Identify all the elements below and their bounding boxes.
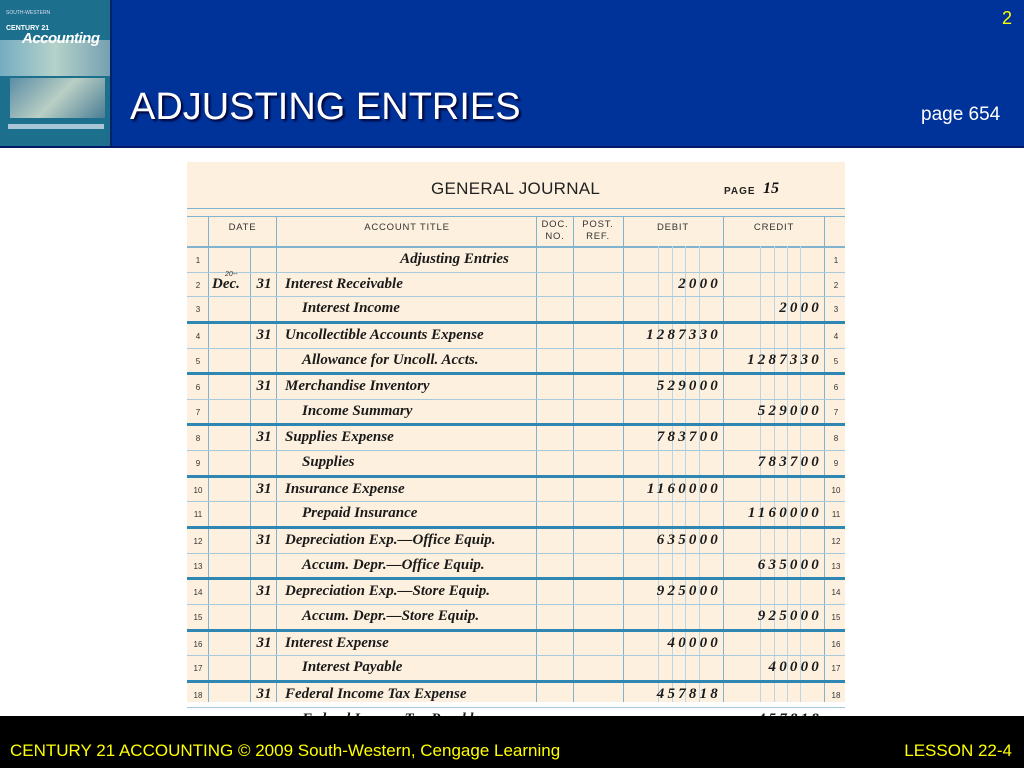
- account-title: Accum. Depr.—Office Equip.: [302, 556, 485, 573]
- cover-series: CENTURY 21: [6, 25, 50, 32]
- journal-title: GENERAL JOURNAL: [431, 179, 601, 198]
- date-day: 31: [256, 685, 272, 702]
- debit-amount: 2000: [678, 275, 721, 292]
- credit-amount: 925000: [757, 607, 822, 624]
- journal-row: [187, 656, 845, 683]
- line-number: 15: [193, 612, 203, 622]
- line-number-right: 8: [833, 434, 839, 444]
- line-number-right: 14: [831, 588, 841, 598]
- line-number: 9: [195, 459, 201, 469]
- journal-header: [187, 162, 845, 214]
- column-header-doc-no: DOC. NO.: [541, 219, 569, 242]
- line-number-right: 15: [831, 612, 841, 622]
- line-number-right: 10: [831, 485, 841, 495]
- line-number-right: 4: [833, 331, 839, 341]
- line-number: 1: [195, 256, 201, 265]
- date-day: 31: [256, 480, 272, 497]
- header-bar: [0, 0, 1024, 148]
- credit-amount: 40000: [768, 659, 822, 676]
- account-title: Accum. Depr.—Store Equip.: [302, 607, 480, 624]
- date-year: 20--: [225, 270, 238, 278]
- debit-amount: 40000: [667, 634, 721, 651]
- journal-row: [187, 297, 845, 324]
- credit-amount: 783700: [757, 454, 822, 471]
- journal-row: [187, 451, 845, 478]
- date-day: 31: [256, 634, 272, 651]
- column-header-date: DATE: [228, 222, 257, 233]
- debit-amount: 457818: [656, 685, 721, 702]
- line-number-right: 7: [833, 407, 839, 417]
- line-number: 11: [193, 510, 203, 520]
- journal-row: [187, 400, 845, 427]
- line-number: 2: [195, 280, 201, 290]
- line-number: 12: [193, 537, 203, 547]
- line-number: 3: [195, 305, 201, 315]
- line-number-right: 1: [833, 256, 839, 265]
- journal-row: [187, 270, 845, 298]
- journal-row: [187, 580, 845, 605]
- journal-row: [187, 502, 845, 529]
- cover-title: Accounting: [22, 30, 100, 47]
- line-number-right: 2: [833, 280, 839, 290]
- line-number-right: 9: [833, 459, 839, 469]
- line-number: 18: [193, 690, 203, 700]
- line-number-right: 5: [833, 356, 839, 366]
- textbook-cover-image: [0, 0, 112, 146]
- account-title: Allowance for Uncoll. Accts.: [302, 351, 479, 368]
- cover-publisher: SOUTH-WESTERN: [6, 10, 51, 16]
- line-number: 6: [195, 383, 201, 393]
- date-day: 31: [256, 429, 272, 446]
- credit-amount: 2000: [779, 300, 822, 317]
- journal-page-label: PAGE: [724, 186, 756, 197]
- account-title: Prepaid Insurance: [302, 505, 418, 522]
- journal-row: [187, 605, 845, 632]
- column-header-debit: DEBIT: [657, 222, 689, 233]
- line-number-right: 12: [831, 537, 841, 547]
- journal-row: [187, 683, 845, 708]
- debit-amount: 1287330: [646, 326, 721, 343]
- journal-row: [187, 632, 845, 657]
- line-number-right: 18: [831, 690, 841, 700]
- date-day: 31: [256, 326, 272, 343]
- credit-amount: 635000: [757, 556, 822, 573]
- footer-bar: [0, 716, 1024, 768]
- account-title: Supplies: [302, 454, 355, 471]
- date-day: 31: [256, 378, 272, 395]
- column-header-post-ref: POST. REF.: [582, 219, 614, 242]
- journal-row: [187, 426, 845, 451]
- date-month: Dec.: [212, 275, 240, 292]
- date-day: 31: [256, 583, 272, 600]
- journal-row: [187, 478, 845, 503]
- account-title: Interest Receivable: [285, 275, 403, 292]
- date-day: 31: [256, 532, 272, 549]
- account-title: Merchandise Inventory: [285, 378, 430, 395]
- account-title: Insurance Expense: [285, 480, 405, 497]
- line-number-right: 6: [833, 383, 839, 393]
- journal-row: [187, 324, 845, 349]
- footer-copyright: CENTURY 21 ACCOUNTING © 2009 South-Western, Cengage Learning: [10, 741, 561, 760]
- line-number: 13: [193, 561, 203, 571]
- debit-amount: 1160000: [646, 480, 721, 497]
- line-number: 10: [193, 485, 203, 495]
- slide-number: 2: [1001, 8, 1012, 28]
- debit-amount: 925000: [656, 583, 721, 600]
- account-title: Depreciation Exp.—Store Equip.: [285, 583, 491, 600]
- account-title: Federal Income Tax Expense: [285, 685, 467, 702]
- line-number-right: 13: [831, 561, 841, 571]
- journal-row: [187, 375, 845, 400]
- credit-amount: 1287330: [747, 351, 822, 368]
- line-number-right: 17: [831, 664, 841, 674]
- account-title: Income Summary: [302, 402, 413, 419]
- line-number-right: 11: [831, 510, 841, 520]
- account-title: Interest Payable: [302, 659, 403, 676]
- credit-amount: 529000: [757, 402, 822, 419]
- debit-amount: 635000: [656, 532, 721, 549]
- general-journal: [187, 162, 845, 702]
- account-title: Supplies Expense: [285, 429, 394, 446]
- column-header-account-title: ACCOUNT TITLE: [364, 222, 450, 233]
- journal-heading: Adjusting Entries: [400, 251, 509, 267]
- line-number-right: 3: [833, 305, 839, 315]
- line-number: 16: [193, 639, 203, 649]
- journal-row: [187, 248, 845, 273]
- line-number-right: 16: [831, 639, 841, 649]
- journal-row: [187, 529, 845, 554]
- line-number: 7: [195, 407, 201, 417]
- account-title: Interest Income: [302, 300, 400, 317]
- credit-amount: 1160000: [747, 505, 822, 522]
- line-number: 8: [195, 434, 201, 444]
- line-number: 4: [195, 331, 201, 341]
- journal-row: [187, 349, 845, 376]
- debit-amount: 783700: [656, 429, 721, 446]
- footer-lesson: LESSON 22-4: [904, 741, 1012, 760]
- line-number: 17: [193, 664, 203, 674]
- account-title: Depreciation Exp.—Office Equip.: [285, 532, 496, 549]
- date-day: 31: [256, 275, 272, 292]
- account-title: Uncollectible Accounts Expense: [285, 326, 484, 343]
- account-title: Interest Expense: [285, 634, 389, 651]
- journal-row: [187, 554, 845, 581]
- line-number: 5: [195, 356, 201, 366]
- journal-page-number: 15: [763, 180, 779, 197]
- journal-rows: [187, 248, 845, 734]
- slide-title: ADJUSTING ENTRIES: [130, 86, 521, 128]
- column-header-credit: CREDIT: [753, 222, 795, 233]
- line-number: 14: [193, 588, 203, 598]
- debit-amount: 529000: [656, 378, 721, 395]
- page-reference: page 654: [921, 104, 1001, 125]
